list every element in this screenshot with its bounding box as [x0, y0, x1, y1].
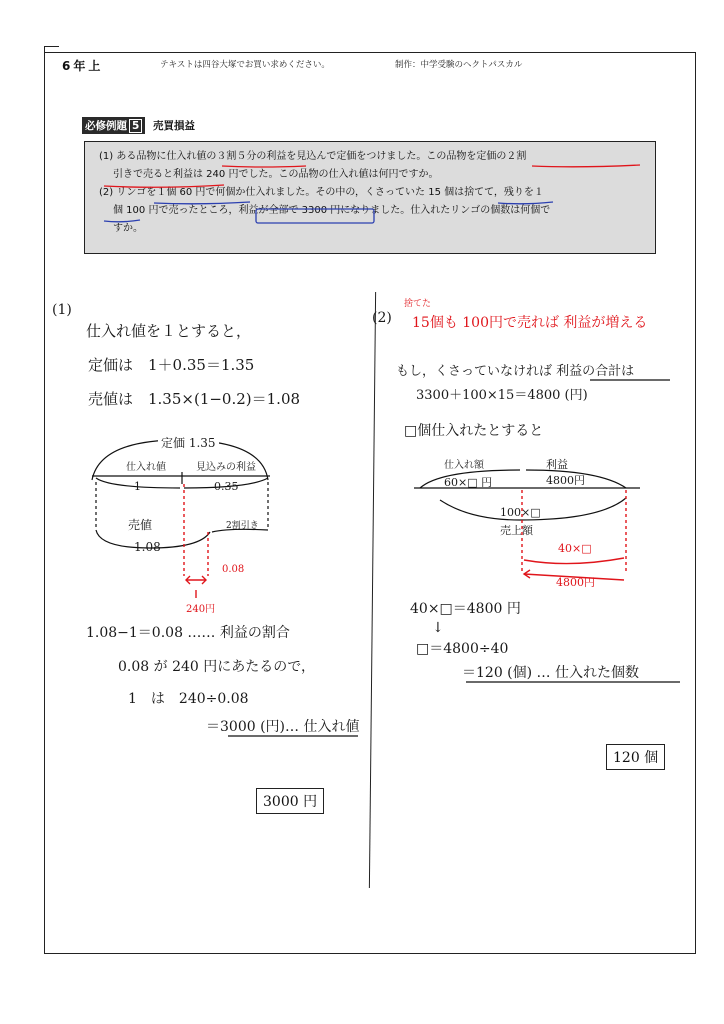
solution-1-line-4: 1.08−1＝0.08 …… 利益の割合: [86, 625, 290, 641]
solution-2-line-2: 3300＋100×15＝4800 (円): [416, 388, 588, 403]
problem-1-line-1: (1) ある品物に仕入れ値の３割５分の利益を見込んで定価をつけました。この品物を定価の２割: [99, 151, 527, 162]
solution-1-label: (1): [52, 302, 72, 318]
solution-2-arrow: ↓: [432, 620, 444, 636]
diagram-1-108: 1.08: [134, 540, 161, 554]
solution-1-line-1: 仕入れ値を１とすると，: [86, 322, 252, 340]
solution-2-line-3: □個仕入れたとすると: [404, 423, 544, 439]
solution-2-label: (2): [372, 310, 392, 326]
answer-2-box: 120 個: [606, 744, 665, 770]
diagram-1-shiire: 仕入れ値: [126, 462, 166, 473]
text-notice: テキストは四谷大塚でお買い求めください。: [160, 60, 330, 70]
diagram-2-100: 100×□: [500, 506, 541, 519]
solution-1-line-5: 0.08 が 240 円にあたるので，: [118, 659, 315, 675]
example-title: 売買損益: [153, 120, 195, 132]
example-badge-label: 必修例題: [85, 120, 127, 132]
solution-2-note: 15個も 100円で売れば 利益が増える: [412, 315, 648, 331]
diagram-1-rieki: 見込みの利益: [196, 462, 256, 473]
diagram-1-teika: 定価 1.35: [158, 434, 219, 451]
diagram-2-40: 40×□: [558, 542, 592, 555]
diagram-1-240: 240円: [186, 604, 216, 615]
problem-2-line-2: 個 100 円で売ったところ，利益が全部で 3300 円になりました。仕入れたリンゴの個数は何個で: [113, 205, 551, 216]
solution-2-line-6: ＝120 (個) … 仕入れた個数: [462, 665, 639, 681]
solution-1-line-7: ＝3000 (円)… 仕入れ値: [206, 719, 360, 735]
diagram-1-urine: 売値: [128, 518, 153, 532]
answer-1-box: 3000 円: [256, 788, 324, 814]
diagram-2-uriage: 売上額: [500, 524, 533, 537]
red-underlines: [104, 165, 640, 187]
example-number: 5: [129, 119, 142, 133]
diagram-2-4800: 4800円: [546, 474, 585, 487]
diagram-1-2wari: 2割引き: [226, 521, 259, 531]
credit-text: 制作：中学受験のヘクトパスカル: [395, 60, 523, 70]
diagram-1: [92, 440, 270, 548]
blue-underlines: [104, 202, 553, 223]
diagram-2-60: 60×□ 円: [444, 476, 493, 489]
solution-1-line-3: 売値は 1.35×(1−0.2)＝1.08: [88, 390, 301, 408]
solution-1-line-2: 定価は 1＋0.35＝1.35: [88, 356, 255, 374]
diagram-2-4800b: 4800円: [556, 576, 595, 589]
diagram-2-rieki: 利益: [546, 458, 568, 471]
grade-label: 6年上: [62, 59, 104, 73]
problem-1-line-2: 引きで売ると利益は 240 円でした。この品物の仕入れ値は何円ですか。: [113, 169, 439, 180]
solution-2-line-1: もし，くさっていなければ 利益の合計は: [396, 364, 635, 379]
solution-1-line-6: 1 は 240÷0.08: [128, 691, 249, 707]
problem-2-line-1: (2) リンゴを１個 60 円で何個か仕入れました。その中の，くさっていた 15 個は捨てて，残りを１: [99, 187, 544, 198]
problem-2-line-3: すか。: [113, 223, 143, 234]
diagram-1-one: 1: [134, 480, 141, 493]
solution-2-line-4: 40×□＝4800 円: [410, 601, 521, 617]
diagram-2-red: [522, 490, 626, 580]
solution-2-note-small: 捨てた: [404, 299, 432, 309]
diagram-1-035: 0.35: [214, 480, 239, 493]
diagram-1-red: [184, 484, 208, 598]
solution-2-line-5: □＝4800÷40: [416, 641, 509, 657]
diagram-1-008: 0.08: [222, 564, 245, 575]
diagram-2-shiire: 仕入れ額: [444, 460, 484, 471]
